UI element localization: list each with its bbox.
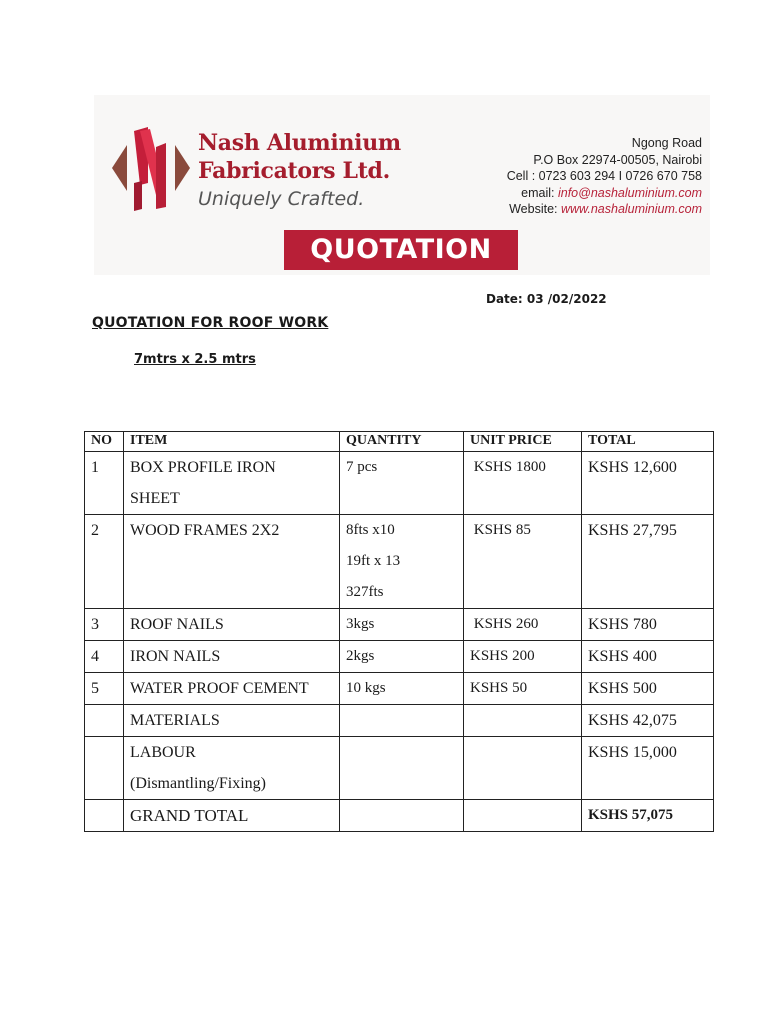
header-unit-price: UNIT PRICE xyxy=(464,432,582,452)
table-row xyxy=(85,737,714,800)
table-header-row xyxy=(85,432,714,452)
roof-dimensions: 7mtrs x 2.5 mtrs xyxy=(134,352,256,367)
row-quantity xyxy=(340,673,464,705)
company-tagline: Uniquely Crafted. xyxy=(198,188,365,210)
row-item xyxy=(124,609,340,641)
grand-total-quantity xyxy=(340,800,464,832)
header-total: TOTAL xyxy=(582,432,714,452)
item-line: (Dismantling/Fixing) xyxy=(130,775,266,792)
quotation-date: Date: 03 /02/2022 xyxy=(486,292,607,306)
row-no: 3 xyxy=(85,609,124,641)
address-line-1: Ngong Road xyxy=(631,136,702,150)
header-quantity: QUANTITY xyxy=(340,432,464,452)
row-unit-price xyxy=(464,737,582,800)
quantity-line: 327fts xyxy=(346,584,384,600)
row-no: 5 xyxy=(85,673,124,705)
quantity-line: 2kgs xyxy=(346,648,375,664)
row-quantity xyxy=(340,737,464,800)
row-no: 2 xyxy=(85,515,124,609)
row-item xyxy=(124,452,340,515)
item-line: IRON NAILS xyxy=(130,648,221,665)
contact-block xyxy=(507,135,702,218)
quotation-banner: QUOTATION xyxy=(284,230,518,270)
row-item xyxy=(124,737,340,800)
item-line: MATERIALS xyxy=(130,712,220,729)
quantity-line: 10 kgs xyxy=(346,680,386,696)
row-no xyxy=(85,737,124,800)
item-line: WATER PROOF CEMENT xyxy=(130,680,309,697)
quantity-line: 3kgs xyxy=(346,616,375,632)
quotation-heading: QUOTATION FOR ROOF WORK xyxy=(92,315,329,331)
table-row xyxy=(85,673,714,705)
row-unit-price: KSHS 50 xyxy=(464,673,582,705)
row-unit-price: KSHS 260 xyxy=(464,609,582,641)
company-logo-icon xyxy=(110,123,192,213)
website-line xyxy=(507,201,702,218)
table-row xyxy=(85,515,714,609)
quantity-line: 19ft x 13 xyxy=(346,553,401,569)
email-address[interactable]: info@nashaluminium.com xyxy=(557,185,702,200)
row-unit-price: KSHS 1800 xyxy=(464,452,582,515)
row-no xyxy=(85,705,124,737)
row-total: KSHS 15,000 xyxy=(582,737,714,800)
cell-numbers: Cell : 0723 603 294 I 0726 670 758 xyxy=(506,169,702,183)
row-quantity xyxy=(340,609,464,641)
row-total: KSHS 400 xyxy=(582,641,714,673)
grand-total-label: GRAND TOTAL xyxy=(124,800,340,832)
item-line: WOOD FRAMES 2X2 xyxy=(130,522,280,539)
company-name-line1: Nash Aluminium xyxy=(198,130,401,156)
website-label: Website: xyxy=(509,202,561,216)
address-line-2: P.O Box 22974-00505, Nairobi xyxy=(533,152,702,167)
row-item xyxy=(124,515,340,609)
row-item xyxy=(124,705,340,737)
row-quantity xyxy=(340,705,464,737)
company-name xyxy=(198,129,401,212)
website-link[interactable]: www.nashaluminium.com xyxy=(560,202,702,216)
row-total: KSHS 12,600 xyxy=(582,452,714,515)
quantity-line: 8fts x10 xyxy=(346,522,395,538)
row-quantity xyxy=(340,641,464,673)
email-line xyxy=(507,185,702,202)
company-name-line2: Fabricators Ltd. xyxy=(198,158,390,184)
row-total: KSHS 500 xyxy=(582,673,714,705)
row-item xyxy=(124,673,340,705)
row-total: KSHS 780 xyxy=(582,609,714,641)
row-quantity xyxy=(340,515,464,609)
table-row xyxy=(85,609,714,641)
header-no: NO xyxy=(85,432,124,452)
grand-total-unit-price xyxy=(464,800,582,832)
table-row xyxy=(85,641,714,673)
row-no: 4 xyxy=(85,641,124,673)
table-row xyxy=(85,452,714,515)
table-row xyxy=(85,705,714,737)
row-no: 1 xyxy=(85,452,124,515)
quantity-line: 7 pcs xyxy=(346,459,378,475)
row-unit-price: KSHS 85 xyxy=(464,515,582,609)
header-item: ITEM xyxy=(124,432,340,452)
row-unit-price: KSHS 200 xyxy=(464,641,582,673)
letterhead xyxy=(94,95,710,275)
row-unit-price xyxy=(464,705,582,737)
email-label: email: xyxy=(521,185,558,200)
grand-total-value: KSHS 57,075 xyxy=(582,800,714,832)
item-line: LABOUR xyxy=(130,744,196,761)
grand-total-no xyxy=(85,800,124,832)
item-line: BOX PROFILE IRON xyxy=(130,459,276,476)
row-item xyxy=(124,641,340,673)
item-line: SHEET xyxy=(130,490,180,507)
row-total: KSHS 27,795 xyxy=(582,515,714,609)
quotation-table xyxy=(84,431,714,832)
row-quantity xyxy=(340,452,464,515)
item-line: ROOF NAILS xyxy=(130,616,224,633)
row-total: KSHS 42,075 xyxy=(582,705,714,737)
grand-total-row xyxy=(85,800,714,832)
